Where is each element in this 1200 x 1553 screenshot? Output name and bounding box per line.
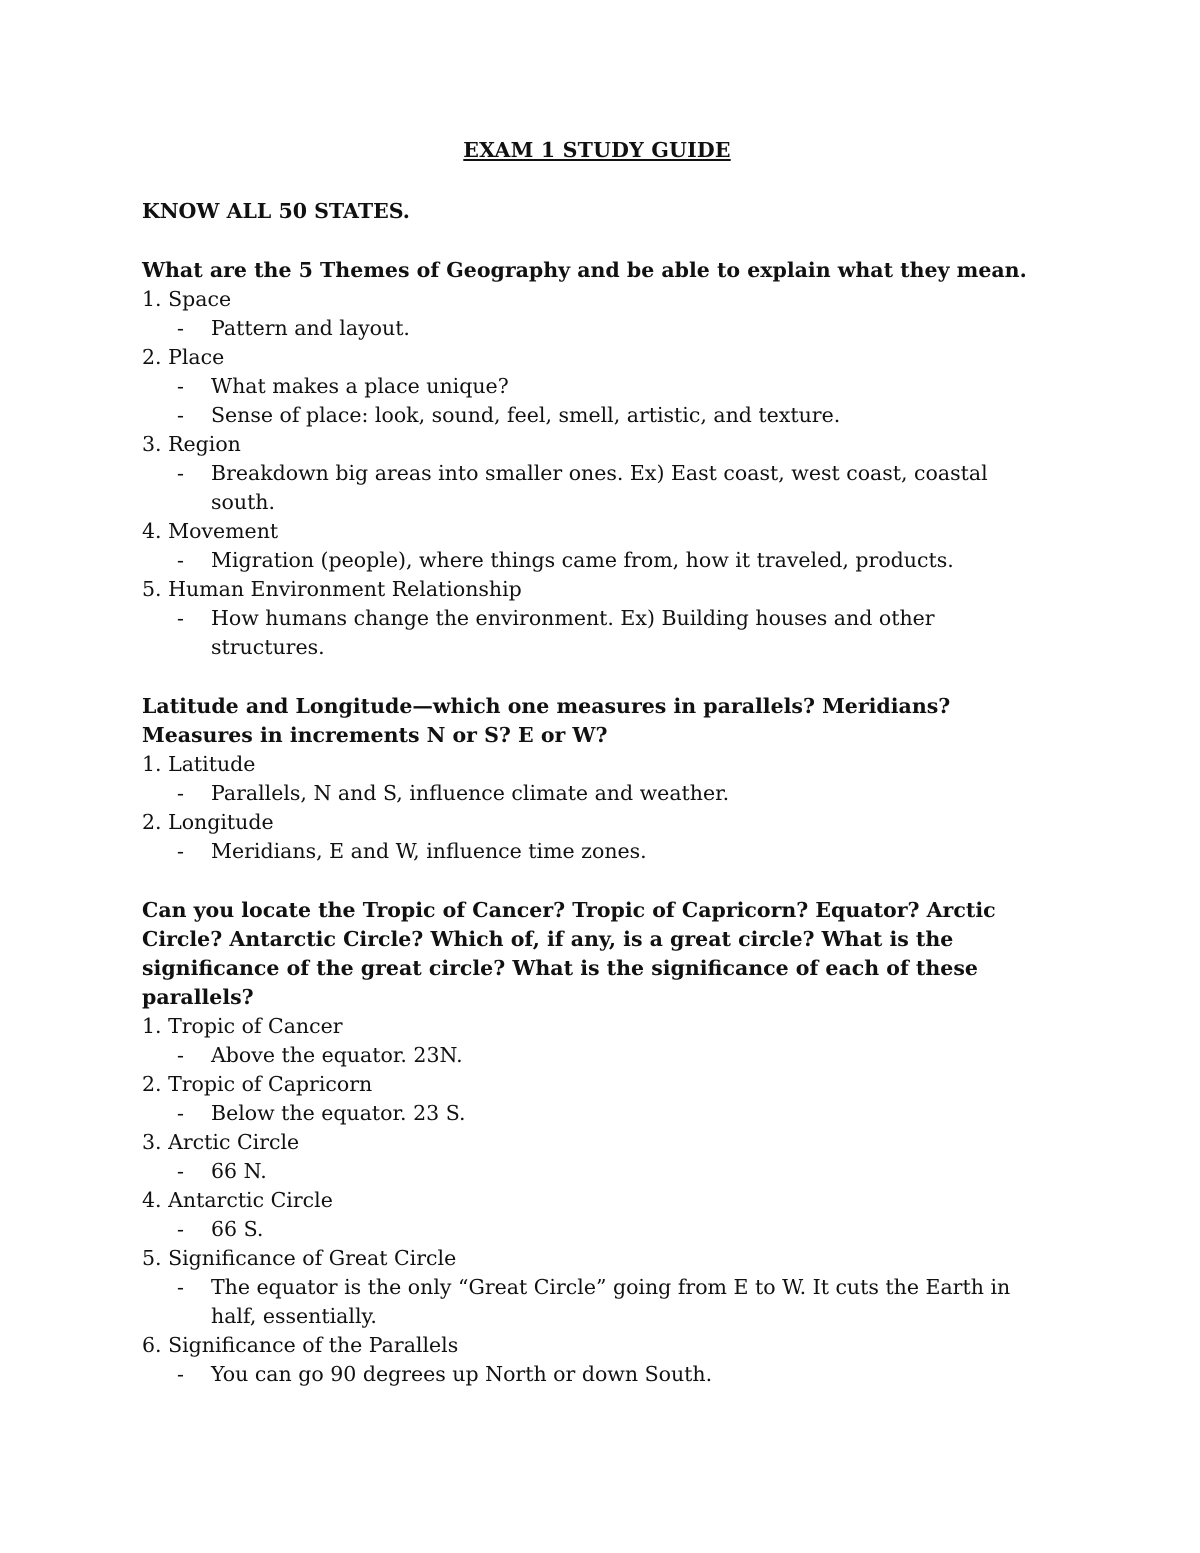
numbered-item: 5. Human Environment Relationship [142,577,522,601]
dash-marker: - [177,1101,184,1125]
numbered-item: 4. Movement [142,519,279,543]
bullet-point [142,401,1052,430]
dash-marker: - [177,606,184,630]
bullet-text: Migration (people), where things came from, how it traveled, products. [211,548,954,572]
dash-marker: - [177,1159,184,1183]
page-title: EXAM 1 STUDY GUIDE [463,138,731,162]
section-heading: What are the 5 Themes of Geography and be able to explain what they mean. [142,258,1027,282]
section-heading: Latitude and Longitude—which one measures in parallels? Meridians? Measures in increments N or S? E or W? [142,694,951,747]
numbered-item: 5. Significance of Great Circle [142,1246,457,1270]
bullet-text: Sense of place: look, sound, feel, smell, artistic, and texture. [211,403,841,427]
numbered-item: 3. Region [142,432,241,456]
bullet-point [142,1273,1052,1331]
bullet-point [142,459,1052,517]
study-section [142,692,1052,866]
numbered-item: 2. Longitude [142,810,274,834]
bullet-point [142,1099,1052,1128]
numbered-item: 4. Antarctic Circle [142,1188,333,1212]
bullet-text: Above the equator. 23N. [211,1043,463,1067]
dash-marker: - [177,548,184,572]
dash-marker: - [177,316,184,340]
bullet-text: What makes a place unique? [211,374,509,398]
document-page [142,136,1052,1389]
bullet-point [142,372,1052,401]
bullet-text: Breakdown big areas into smaller ones. Ex) East coast, west coast, coastal south. [211,461,988,514]
bullet-text: Below the equator. 23 S. [211,1101,466,1125]
numbered-item: 2. Place [142,345,225,369]
bullet-point [142,314,1052,343]
bullet-point [142,779,1052,808]
numbered-item: 1. Space [142,287,232,311]
bullet-text: How humans change the environment. Ex) Building houses and other structures. [211,606,935,659]
bullet-text: 66 S. [211,1217,264,1241]
bullet-point [142,837,1052,866]
dash-marker: - [177,839,184,863]
bullet-point [142,1041,1052,1070]
numbered-item: 1. Tropic of Cancer [142,1014,343,1038]
numbered-item: 2. Tropic of Capricorn [142,1072,373,1096]
study-section [142,256,1052,662]
dash-marker: - [177,403,184,427]
bullet-point [142,1360,1052,1389]
dash-marker: - [177,781,184,805]
bullet-text: Meridians, E and W, influence time zones. [211,839,647,863]
bullet-text: The equator is the only “Great Circle” going from E to W. It cuts the Earth in half, essentially. [211,1275,1011,1328]
bullet-point [142,604,1052,662]
numbered-item: 6. Significance of the Parallels [142,1333,459,1357]
bullet-text: Pattern and layout. [211,316,410,340]
bullet-point [142,546,1052,575]
dash-marker: - [177,1275,184,1299]
dash-marker: - [177,1043,184,1067]
dash-marker: - [177,374,184,398]
numbered-item: 1. Latitude [142,752,256,776]
dash-marker: - [177,461,184,485]
bullet-point [142,1215,1052,1244]
bullet-text: Parallels, N and S, influence climate and weather. [211,781,730,805]
bullet-text: You can go 90 degrees up North or down South. [211,1362,713,1386]
sections-container [142,256,1052,1389]
numbered-item: 3. Arctic Circle [142,1130,300,1154]
dash-marker: - [177,1217,184,1241]
study-section [142,896,1052,1389]
dash-marker: - [177,1362,184,1386]
know-states-heading: KNOW ALL 50 STATES. [142,199,410,223]
bullet-point [142,1157,1052,1186]
section-heading: Can you locate the Tropic of Cancer? Tropic of Capricorn? Equator? Arctic Circle? Antarctic Circle? Which of, if any, is a great circle? What is the significance of the great circle? What is the significance of each of these parallels? [142,898,996,1009]
bullet-text: 66 N. [211,1159,267,1183]
